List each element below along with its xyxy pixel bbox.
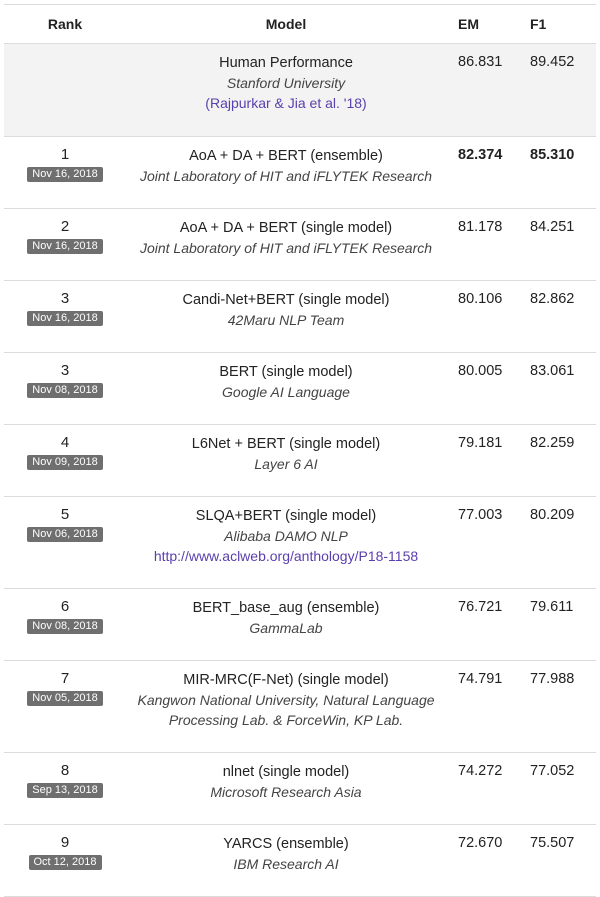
rank-cell — [4, 825, 126, 897]
date-badge: Nov 05, 2018 — [27, 691, 102, 706]
model-name: AoA + DA + BERT (single model) — [179, 220, 393, 236]
rank-cell — [4, 281, 126, 353]
em-score: 76.721 — [446, 589, 518, 661]
em-score: 79.181 — [446, 425, 518, 497]
model-org: Joint Laboratory of HIT and iFLYTEK Research — [139, 240, 433, 256]
model-cell — [126, 44, 446, 137]
table-row — [4, 281, 596, 353]
rank-number: 7 — [60, 670, 70, 687]
f1-score: 77.052 — [518, 753, 596, 825]
model-name: Human Performance — [219, 55, 353, 71]
model-org: Alibaba DAMO NLP — [224, 528, 348, 544]
model-cell — [126, 753, 446, 825]
em-score: 72.670 — [446, 825, 518, 897]
date-badge: Nov 08, 2018 — [27, 383, 102, 398]
f1-score: 75.507 — [518, 825, 596, 897]
rank-number: 4 — [60, 434, 70, 451]
leaderboard-table — [4, 4, 596, 897]
em-score: 74.791 — [446, 661, 518, 753]
em-score: 86.831 — [446, 44, 518, 137]
f1-score: 77.988 — [518, 661, 596, 753]
model-name: nlnet (single model) — [222, 764, 350, 780]
model-cell — [126, 825, 446, 897]
date-badge: Nov 09, 2018 — [27, 455, 102, 470]
em-score: 81.178 — [446, 209, 518, 281]
date-badge: Nov 16, 2018 — [27, 167, 102, 182]
model-name: L6Net + BERT (single model) — [191, 436, 381, 452]
f1-score: 82.259 — [518, 425, 596, 497]
model-org: IBM Research AI — [233, 856, 339, 872]
rank-cell — [4, 137, 126, 209]
date-badge: Sep 13, 2018 — [27, 783, 102, 798]
model-org: Stanford University — [226, 75, 346, 91]
header-row — [4, 5, 596, 44]
table-row — [4, 661, 596, 753]
table-row — [4, 353, 596, 425]
rank-cell — [4, 353, 126, 425]
rank-number: 1 — [60, 146, 70, 163]
date-badge: Nov 16, 2018 — [27, 239, 102, 254]
f1-score: 80.209 — [518, 497, 596, 589]
model-name: SLQA+BERT (single model) — [195, 508, 377, 524]
f1-score: 85.310 — [518, 137, 596, 209]
rank-cell — [4, 589, 126, 661]
model-org: Joint Laboratory of HIT and iFLYTEK Research — [139, 168, 433, 184]
em-score: 77.003 — [446, 497, 518, 589]
model-name: BERT_base_aug (ensemble) — [192, 600, 380, 616]
em-score: 80.106 — [446, 281, 518, 353]
model-org: GammaLab — [249, 620, 323, 636]
model-cell — [126, 589, 446, 661]
header-f1[interactable]: F1 — [518, 5, 596, 44]
model-org: Kangwon National University, Natural Language Processing Lab. & ForceWin, KP Lab. — [137, 692, 435, 728]
rank-number: 2 — [60, 218, 70, 235]
paper-link[interactable]: http://www.aclweb.org/anthology/P18-1158 — [153, 548, 419, 564]
f1-score: 84.251 — [518, 209, 596, 281]
rank-number: 8 — [60, 762, 70, 779]
model-cell — [126, 425, 446, 497]
date-badge: Nov 16, 2018 — [27, 311, 102, 326]
model-cell — [126, 209, 446, 281]
model-cell — [126, 137, 446, 209]
em-score: 74.272 — [446, 753, 518, 825]
f1-score: 79.611 — [518, 589, 596, 661]
model-cell — [126, 497, 446, 589]
model-cell — [126, 353, 446, 425]
rank-cell — [4, 44, 126, 137]
header-model[interactable]: Model — [126, 5, 446, 44]
model-cell — [126, 661, 446, 753]
rank-cell — [4, 753, 126, 825]
rank-cell — [4, 497, 126, 589]
rank-number: 3 — [60, 362, 70, 379]
f1-score: 82.862 — [518, 281, 596, 353]
model-name: MIR-MRC(F-Net) (single model) — [183, 672, 389, 688]
rank-cell — [4, 661, 126, 753]
reference-link[interactable]: (Rajpurkar & Jia et al. '18) — [205, 95, 367, 111]
human-performance-row — [4, 44, 596, 137]
date-badge: Nov 06, 2018 — [27, 527, 102, 542]
model-name: YARCS (ensemble) — [223, 836, 349, 852]
header-rank[interactable]: Rank — [4, 5, 126, 44]
rank-cell — [4, 425, 126, 497]
model-name: BERT (single model) — [219, 364, 353, 380]
model-org: Google AI Language — [222, 384, 350, 400]
date-badge: Nov 08, 2018 — [27, 619, 102, 634]
model-cell — [126, 281, 446, 353]
table-row — [4, 589, 596, 661]
model-name: AoA + DA + BERT (ensemble) — [189, 148, 383, 164]
table-row — [4, 137, 596, 209]
date-badge: Oct 12, 2018 — [29, 855, 102, 870]
rank-number: 5 — [60, 506, 70, 523]
rank-number: 3 — [60, 290, 70, 307]
model-name: Candi-Net+BERT (single model) — [182, 292, 390, 308]
table-row — [4, 825, 596, 897]
rank-cell — [4, 209, 126, 281]
rank-number: 6 — [60, 598, 70, 615]
f1-score: 89.452 — [518, 44, 596, 137]
table-row — [4, 209, 596, 281]
table-row — [4, 753, 596, 825]
model-org: 42Maru NLP Team — [227, 312, 345, 328]
rank-number: 9 — [60, 834, 70, 851]
em-score: 82.374 — [446, 137, 518, 209]
model-org: Microsoft Research Asia — [210, 784, 362, 800]
model-org: Layer 6 AI — [254, 456, 318, 472]
header-em[interactable]: EM — [446, 5, 518, 44]
em-score: 80.005 — [446, 353, 518, 425]
table-row — [4, 425, 596, 497]
f1-score: 83.061 — [518, 353, 596, 425]
table-row — [4, 497, 596, 589]
